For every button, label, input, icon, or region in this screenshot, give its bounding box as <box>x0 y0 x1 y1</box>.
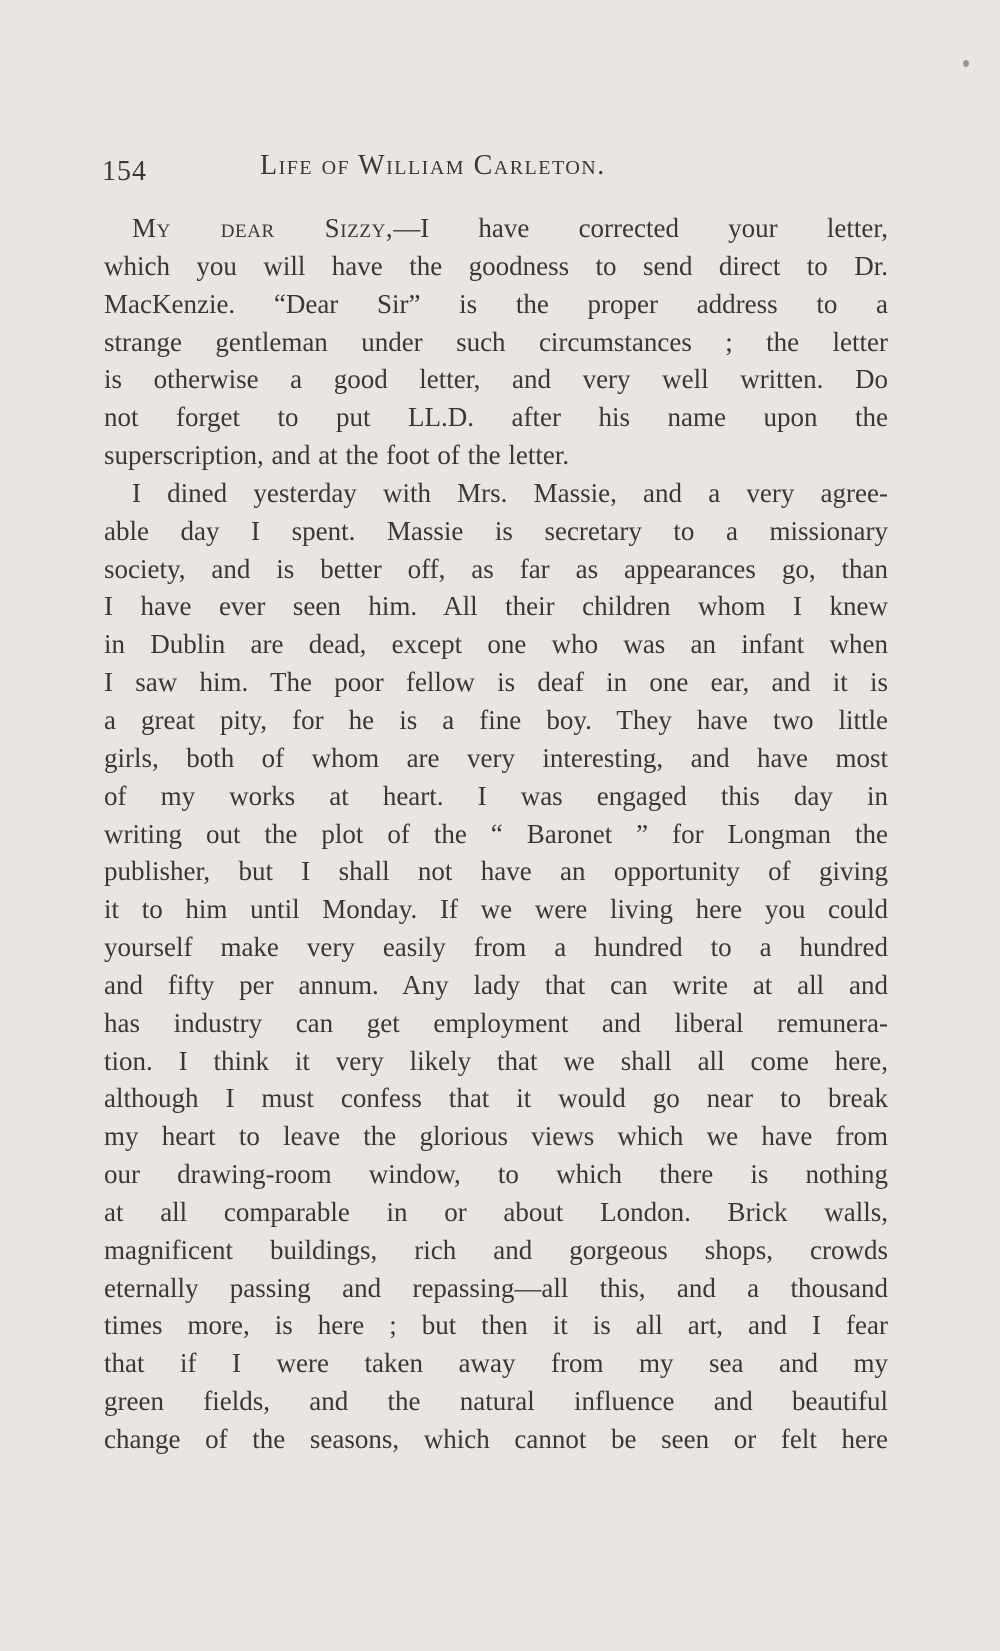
page-number: 154 <box>102 156 147 187</box>
text-line: which you will have the goodness to send direct to Dr. <box>104 250 888 281</box>
text-line: is otherwise a good letter, and very well written. Do <box>104 364 888 395</box>
text-line: society, and is better off, as far as appearances go, than <box>104 553 888 584</box>
text-line: I have ever seen him. All their children whom I knew <box>104 591 888 622</box>
text-line: my heart to leave the glorious views which we have from <box>104 1121 888 1152</box>
text-line: at all comparable in or about London. Brick walls, <box>104 1196 888 1227</box>
text-line: and fifty per annum. Any lady that can write at all and <box>104 969 888 1000</box>
text-line: our drawing-room window, to which there is nothing <box>104 1159 888 1190</box>
text-line: eternally passing and repassing—all this, and a thousand <box>104 1272 888 1303</box>
text-line: I dined yesterday with Mrs. Massie, and a very agree- <box>132 477 888 508</box>
text-line: able day I spent. Massie is secretary to a missionary <box>104 515 888 546</box>
text-line: tion. I think it very likely that we shall all come here, <box>104 1045 888 1076</box>
text-line: not forget to put LL.D. after his name upon the <box>104 402 888 433</box>
text-line: it to him until Monday. If we were living here you could <box>104 894 888 925</box>
text-line: MacKenzie. “Dear Sir” is the proper address to a <box>104 288 888 319</box>
text-line: times more, is here ; but then it is all art, and I fear <box>104 1310 888 1341</box>
page-header <box>102 150 722 190</box>
text-line: has industry can get employment and liberal remunera- <box>104 1007 888 1038</box>
text-line: change of the seasons, which cannot be seen or felt here <box>104 1424 888 1454</box>
letter-body <box>104 210 888 1459</box>
text-line: a great pity, for he is a fine boy. They have two little <box>104 704 888 735</box>
running-title: Life of William Carleton. <box>260 150 606 181</box>
text-line: magnificent buildings, rich and gorgeous shops, crowds <box>104 1234 888 1265</box>
text-line: superscription, and at the foot of the letter. <box>104 440 570 471</box>
first-line-text: —I have corrected your letter, <box>393 213 888 243</box>
text-line: writing out the plot of the “ Baronet ” for Longman the <box>104 818 888 849</box>
text-line: in Dublin are dead, except one who was an infant when <box>104 629 888 660</box>
text-line: publisher, but I shall not have an opportunity of giving <box>104 856 888 887</box>
salutation: My dear Sizzy, <box>132 213 394 243</box>
text-line: yourself make very easily from a hundred to a hundred <box>104 932 888 963</box>
text-line: strange gentleman under such circumstances ; the letter <box>104 326 888 357</box>
ink-speck <box>963 60 969 67</box>
text-line: although I must confess that it would go near to break <box>104 1083 888 1114</box>
text-line: green fields, and the natural influence and beautiful <box>104 1386 888 1417</box>
text-line: of my works at heart. I was engaged this day in <box>104 780 888 811</box>
text-line: that if I were taken away from my sea and my <box>104 1348 888 1379</box>
text-line: I saw him. The poor fellow is deaf in one ear, and it is <box>104 667 888 698</box>
text-line: girls, both of whom are very interesting, and have most <box>104 742 888 773</box>
text-line <box>104 210 888 248</box>
